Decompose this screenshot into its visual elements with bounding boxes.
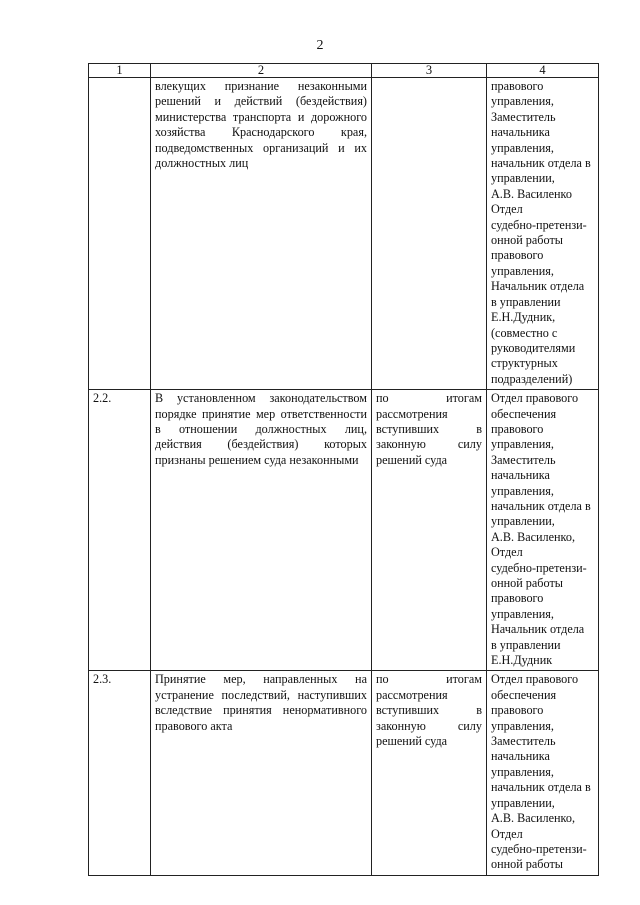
responsible-line: Начальник отдела <box>491 279 585 294</box>
responsible-line: правового <box>491 421 544 436</box>
table-row <box>89 390 599 671</box>
responsible-cell <box>487 78 599 390</box>
responsible-cell <box>487 390 599 671</box>
page-number: 2 <box>316 38 324 53</box>
action-cell: В установленном законодательством порядке принятие мер ответственности в отношении должностных лиц, действия (бездействия) которых признаны решением суда незаконными <box>151 390 372 671</box>
responsible-line: Отдел правового <box>491 391 579 406</box>
responsible-line: начальник отдела в <box>491 156 591 171</box>
responsible-line: управлении, <box>491 795 555 810</box>
table-row <box>89 78 599 390</box>
responsible-line: подразделений) <box>491 371 573 386</box>
deadline-cell <box>372 78 487 390</box>
responsible-line: (совместно с <box>491 325 558 340</box>
responsible-line: Заместитель <box>491 734 556 749</box>
column-header-action: 2 <box>151 64 372 78</box>
row-number-cell: 2.2. <box>89 390 151 671</box>
responsible-line: Отдел <box>491 202 523 217</box>
deadline-cell: по итогам рассмотрения вступивших в законную силу решений суда <box>372 390 487 671</box>
responsible-line: обеспечения <box>491 687 557 702</box>
responsible-line: онной работы <box>491 233 563 248</box>
responsible-line: управления, <box>491 437 554 452</box>
responsible-line: управления, <box>491 483 554 498</box>
responsible-line: Отдел <box>491 545 523 560</box>
responsible-line: управлении, <box>491 514 555 529</box>
responsible-line: Е.Н.Дудник <box>491 653 553 668</box>
responsible-line: Заместитель <box>491 109 556 124</box>
responsible-line: Начальник отдела <box>491 622 585 637</box>
responsible-line: А.В. Василенко, <box>491 811 575 826</box>
responsible-line: начальник отдела в <box>491 780 591 795</box>
responsible-line: А.В. Василенко <box>491 186 572 201</box>
responsible-line: судебно-претензи- <box>491 217 587 232</box>
deadline-cell: по итогам рассмотрения вступивших в законную силу решений суда <box>372 671 487 875</box>
responsible-line: обеспечения <box>491 406 557 421</box>
row-number-cell <box>89 78 151 390</box>
responsible-line: в управлении <box>491 637 561 652</box>
responsible-line: судебно-претензи- <box>491 560 587 575</box>
responsible-line: онной работы <box>491 857 563 872</box>
responsible-line: онной работы <box>491 576 563 590</box>
responsible-line: руководителями <box>491 340 576 355</box>
responsible-line: управления, <box>491 606 554 621</box>
responsible-line: начальник отдела в <box>491 498 591 513</box>
responsible-line: Е.Н.Дудник, <box>491 310 556 325</box>
responsible-line: судебно-претензи- <box>491 841 587 856</box>
table-header-row <box>89 64 599 78</box>
responsible-line: управления, <box>491 263 554 278</box>
responsible-line: А.В. Василенко, <box>491 529 575 544</box>
responsible-cell <box>487 671 599 875</box>
responsible-line: управления, <box>491 718 554 733</box>
responsible-line: в управлении <box>491 294 561 309</box>
table-row <box>89 671 599 875</box>
responsible-line: Отдел правового <box>491 672 579 687</box>
responsible-line: управления, <box>491 94 554 109</box>
row-number-cell: 2.3. <box>89 671 151 875</box>
responsible-line: Заместитель <box>491 452 556 467</box>
responsible-line: управления, <box>491 140 554 155</box>
responsible-line: правового <box>491 703 544 718</box>
column-header-deadline: 3 <box>372 64 487 78</box>
action-cell: влекущих признание незаконными решений и действий (бездействия) министерства транспорта и дорожного хозяйства Краснодарского края, подведомственных организаций и их должностных лиц <box>151 78 372 390</box>
column-header-number: 1 <box>89 64 151 78</box>
responsible-line: начальника <box>491 125 550 140</box>
responsible-line: начальника <box>491 468 550 483</box>
responsible-line: управлении, <box>491 171 555 186</box>
responsible-line: правового <box>491 591 544 606</box>
responsible-line: управления, <box>491 764 554 779</box>
responsible-line: Отдел <box>491 826 523 841</box>
action-cell: Принятие мер, направленных на устранение последствий, наступивших вследствие принятия ненормативного правового акта <box>151 671 372 875</box>
measures-table <box>88 63 599 876</box>
responsible-line: правового <box>491 79 544 93</box>
responsible-line: начальника <box>491 749 550 764</box>
column-header-responsible: 4 <box>487 64 599 78</box>
responsible-line: структурных <box>491 356 558 371</box>
responsible-line: правового <box>491 248 544 263</box>
